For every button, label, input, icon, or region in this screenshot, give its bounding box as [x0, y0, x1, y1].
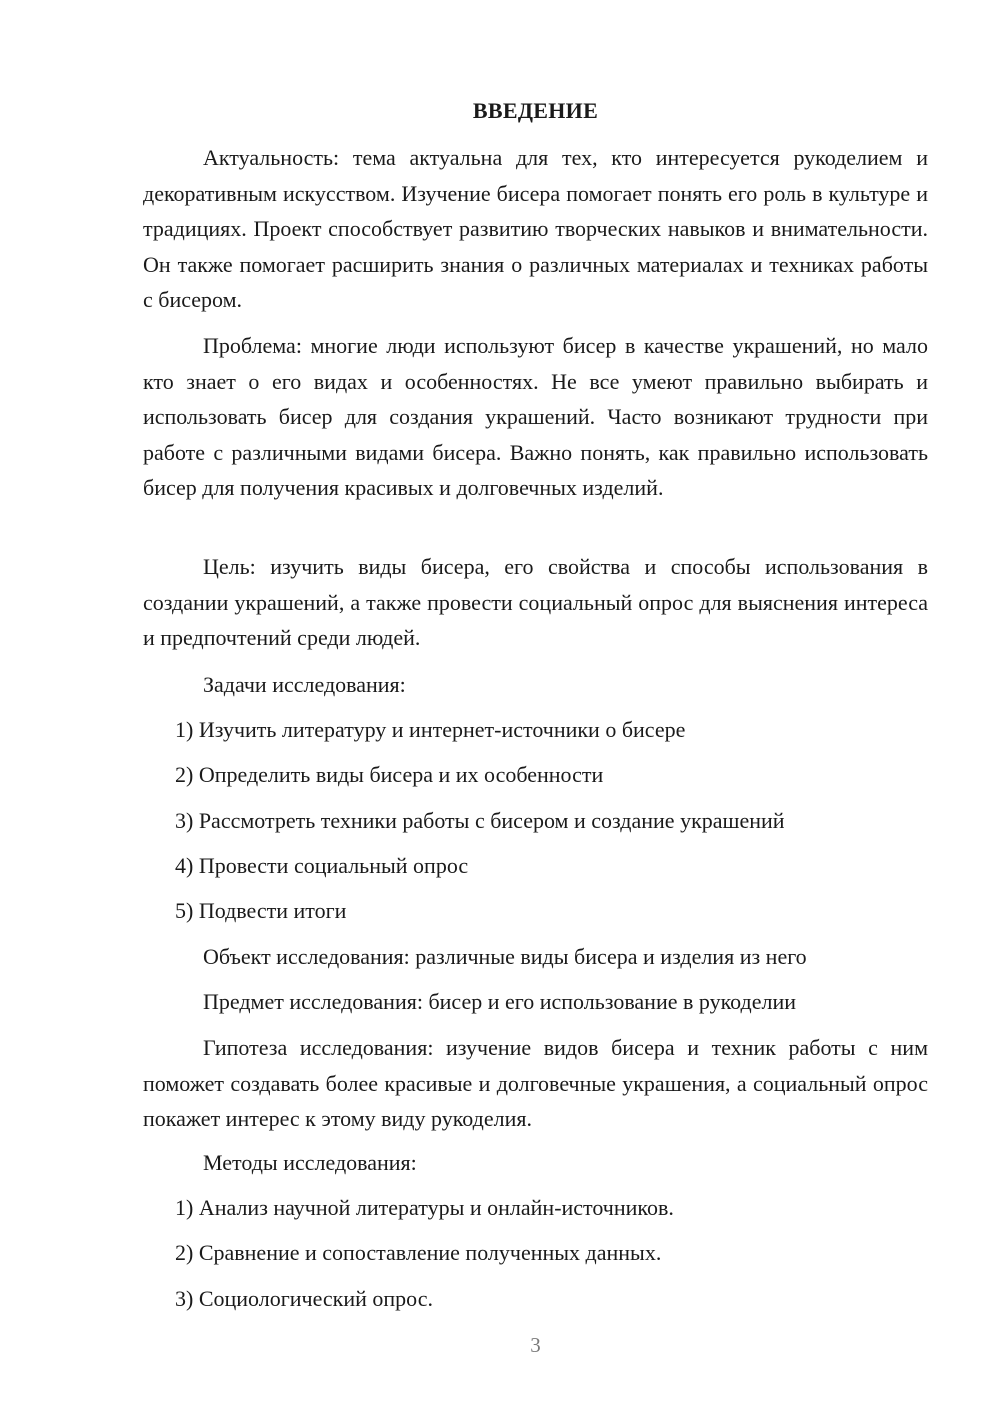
task-item: 2) Определить виды бисера и их особенности — [175, 762, 604, 787]
page-number: 3 — [530, 1333, 541, 1357]
subject-line: Предмет исследования: бисер и его использование в рукоделии — [203, 989, 797, 1014]
task-item: 1) Изучить литературу и интернет-источники о бисере — [175, 717, 686, 742]
page-title: ВВЕДЕНИЕ — [472, 98, 599, 123]
method-item: 3) Социологический опрос. — [175, 1286, 433, 1311]
task-item: 5) Подвести итоги — [175, 898, 347, 923]
method-item: 2) Сравнение и сопоставление полученных данных. — [175, 1240, 662, 1265]
hypothesis-paragraph: Гипотеза исследования: изучение видов бисера и техник работы с ним поможет создавать более красивые и долговечные украшения, а социальный опрос покажет интерес к этому виду рукоделия. — [143, 1035, 928, 1132]
task-item: 4) Провести социальный опрос — [175, 853, 469, 878]
relevance-paragraph: Актуальность: тема актуальна для тех, кто интересуется рукоделием и декоративным искусством. Изучение бисера помогает понять его роль в культуре и традициях. Проект способствует развитию творческих навыков и внимательности. Он также помогает расширить знания о различных материалах и техниках работы с бисером. — [143, 145, 928, 313]
object-line: Объект исследования: различные виды бисера и изделия из него — [203, 944, 807, 969]
document-page — [143, 0, 928, 1414]
goal-paragraph: Цель: изучить виды бисера, его свойства и способы использования в создании украшений, а также провести социальный опрос для выяснения интереса и предпочтений среди людей. — [143, 554, 928, 651]
tasks-heading: Задачи исследования: — [203, 672, 406, 697]
task-item: 3) Рассмотреть техники работы с бисером и создание украшений — [175, 808, 785, 833]
problem-paragraph: Проблема: многие люди используют бисер в качестве украшений, но мало кто знает о его видах и особенностях. Не все умеют правильно выбирать и использовать бисер для создания украшений. Часто возникают трудности при работе с различными видами бисера. Важно понять, как правильно использовать бисер для получения красивых и долговечных изделий. — [143, 333, 928, 501]
methods-heading: Методы исследования: — [203, 1150, 417, 1175]
method-item: 1) Анализ научной литературы и онлайн-источников. — [175, 1195, 674, 1220]
